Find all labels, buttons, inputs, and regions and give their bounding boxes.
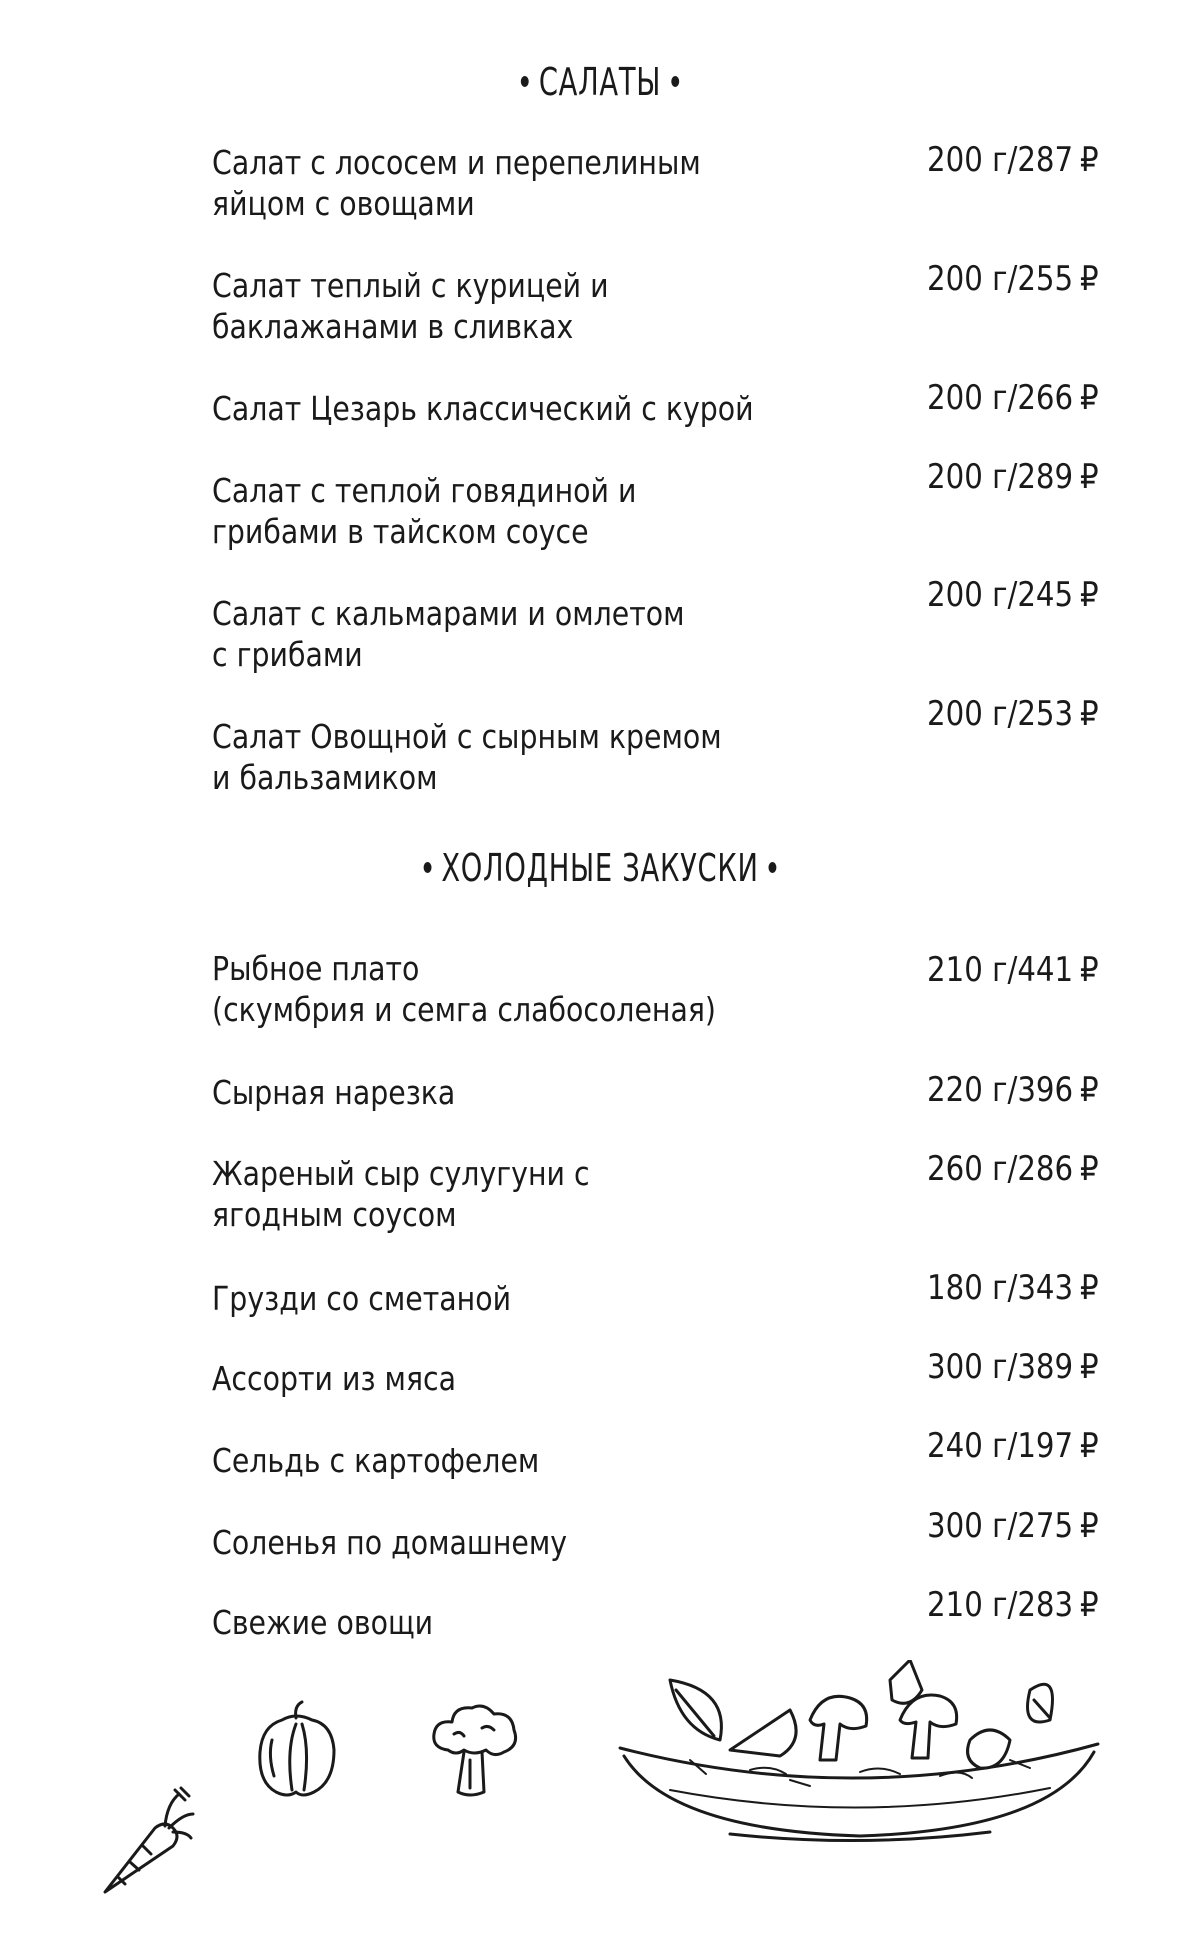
item-name-cont: грибами в тайском соусе	[212, 512, 589, 551]
menu-item	[212, 1602, 694, 1643]
item-price: 200 г/253 ₽	[927, 694, 1099, 734]
item-price: 300 г/275 ₽	[927, 1506, 1099, 1546]
item-name: Ассорти из мяса	[212, 1359, 457, 1398]
item-name: Салат Овощной с сырным кремом	[212, 717, 722, 756]
bullet-icon	[521, 76, 529, 87]
menu-item	[212, 948, 717, 1030]
menu-item	[212, 716, 722, 798]
menu-item	[212, 470, 694, 552]
item-price: 240 г/197 ₽	[927, 1426, 1099, 1466]
item-name: Салат с теплой говядиной и	[212, 471, 637, 510]
item-price: 300 г/389 ₽	[927, 1347, 1099, 1387]
bullet-icon	[769, 862, 777, 873]
carrot-icon	[95, 1780, 195, 1900]
item-price: 200 г/245 ₽	[927, 575, 1099, 615]
item-name: Рыбное плато	[212, 949, 420, 988]
item-name-cont: баклажанами в сливках	[212, 307, 574, 346]
item-name: Салат с лососем и перепелиным	[212, 143, 701, 182]
section-title-text: САЛАТЫ	[538, 60, 662, 104]
item-name-cont: и бальзамиком	[212, 758, 438, 797]
menu-item	[212, 265, 694, 347]
menu-item	[212, 1522, 694, 1563]
item-name: Сырная нарезка	[212, 1073, 456, 1112]
item-price: 210 г/283 ₽	[927, 1585, 1099, 1625]
menu-item	[212, 1358, 694, 1399]
item-price: 220 г/396 ₽	[927, 1070, 1099, 1110]
item-name: Салат теплый с курицей и	[212, 266, 609, 305]
menu-item	[212, 1153, 694, 1235]
item-name: Салат Цезарь классический с курой	[212, 389, 754, 428]
item-price: 200 г/255 ₽	[927, 259, 1099, 299]
item-name: Соленья по домашнему	[212, 1523, 568, 1562]
bell-pepper-icon	[252, 1700, 342, 1800]
item-name: Свежие овощи	[212, 1603, 434, 1642]
broccoli-icon	[424, 1700, 524, 1800]
item-name-cont: яйцом с овощами	[212, 184, 475, 223]
item-name: Жареный сыр сулугуни с	[212, 1154, 590, 1193]
menu-item	[212, 593, 694, 675]
item-price: 200 г/289 ₽	[927, 457, 1099, 497]
section-title-salads	[168, 60, 1032, 104]
bullet-icon	[423, 862, 431, 873]
menu-item	[212, 388, 754, 429]
item-price: 180 г/343 ₽	[927, 1268, 1099, 1308]
section-title-text: ХОЛОДНЫЕ ЗАКУСКИ	[441, 846, 759, 890]
item-name-cont: с грибами	[212, 635, 363, 674]
menu-item	[212, 1072, 694, 1113]
item-name-cont: (скумбрия и семга слабосоленая)	[212, 990, 717, 1029]
item-price: 200 г/287 ₽	[927, 140, 1099, 180]
item-name: Салат с кальмарами и омлетом	[212, 594, 685, 633]
item-price: 200 г/266 ₽	[927, 378, 1099, 418]
item-name: Сельдь с картофелем	[212, 1441, 540, 1480]
bullet-icon	[671, 76, 679, 87]
salad-bowl-icon	[610, 1660, 1110, 1845]
section-title-cold-snacks	[168, 846, 1032, 890]
item-price: 260 г/286 ₽	[927, 1149, 1099, 1189]
menu-item	[212, 1440, 694, 1481]
item-name: Грузди со сметаной	[212, 1279, 512, 1318]
item-name-cont: ягодным соусом	[212, 1195, 457, 1234]
menu-item	[212, 1278, 694, 1319]
menu-item	[212, 142, 701, 224]
item-price: 210 г/441 ₽	[927, 950, 1099, 990]
